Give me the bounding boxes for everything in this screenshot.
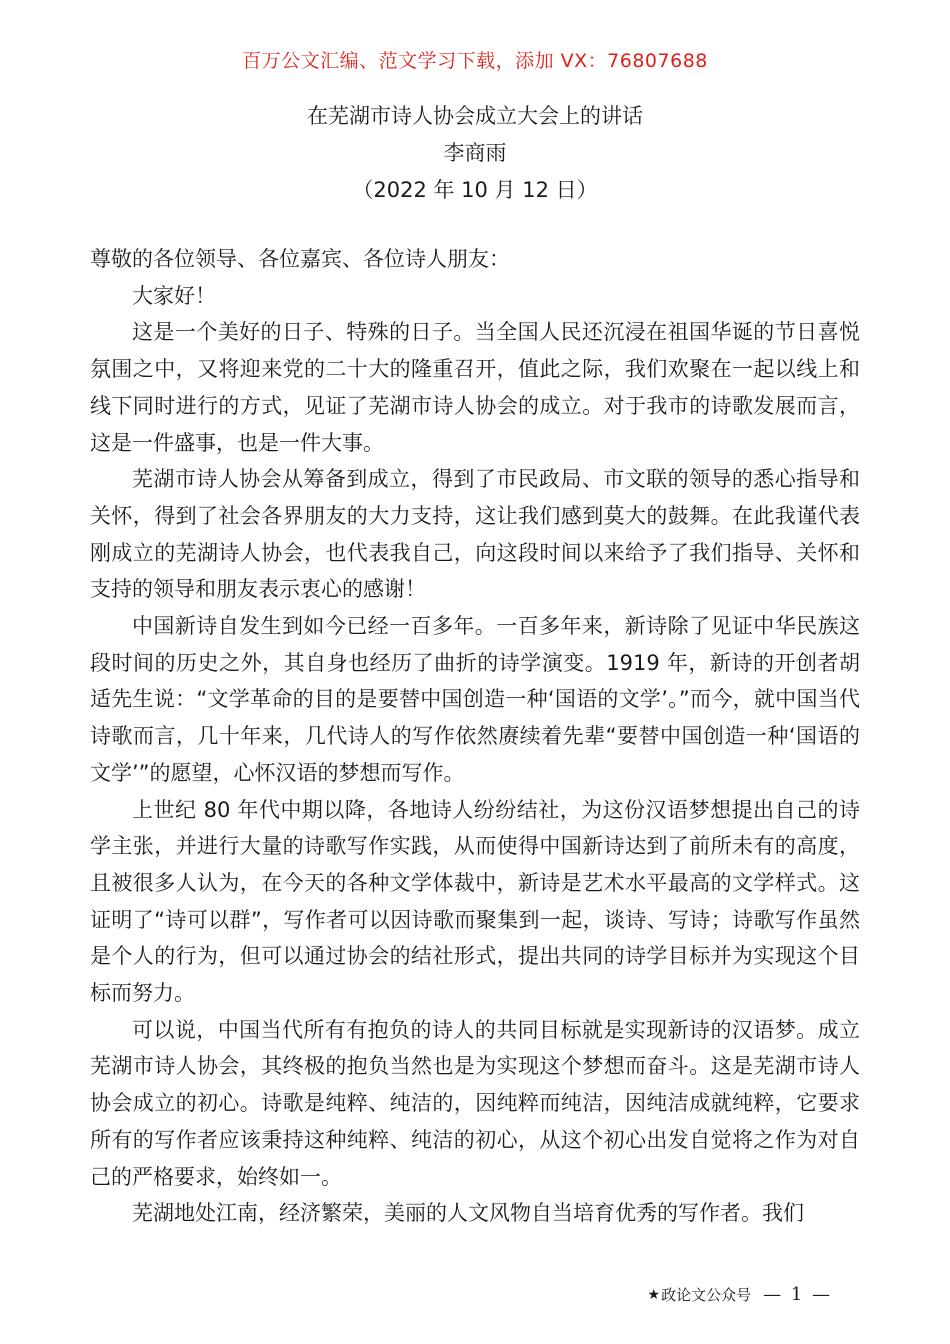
paragraph: 中国新诗自发生到如今已经一百多年。一百多年来，新诗除了见证中华民族这段时间的历史之外，其自身也经历了曲折的诗学演变。1919 年，新诗的开创者胡适先生说：“文学革命的目的是要替中国创造一种‘国语的文学’。”而今，就中国当代诗歌而言，几十年来，几代诗人的写作依然赓续着先辈“要替中国创造一种‘国语的文学’”的愿望，心怀汉语的梦想而写作。 [90, 614, 860, 785]
speech-date: （2022 年 10 月 12 日） [352, 178, 598, 202]
speech-title: 在芜湖市诗人协会成立大会上的讲话 [307, 104, 643, 128]
paragraph: 上世纪 80 年代中期以降，各地诗人纷纷结社，为这份汉语梦想提出自己的诗学主张，并进行大量的诗歌写作实践，从而使得中国新诗达到了前所未有的高度，且被很多人认为，在今天的各种文学体裁中，新诗是艺术水平最高的文学样式。这证明了“诗可以群”，写作者可以因诗歌而聚集到一起，谈诗、写诗；诗歌写作虽然是个人的行为，但可以通过协会的结社形式，提出共同的诗学目标并为实现这个目标而努力。 [90, 797, 860, 1006]
paragraph: 芜湖市诗人协会从筹备到成立，得到了市民政局、市文联的领导的悉心指导和关怀，得到了社会各界朋友的大力支持，这让我们感到莫大的鼓舞。在此我谨代表刚成立的芜湖诗人协会，也代表我自己，向这段时间以来给予了我们指导、关怀和支持的领导和朋友表示衷心的感谢！ [90, 467, 860, 602]
footer-source: 政论文公众号 [661, 1286, 752, 1304]
speech-author: 李商雨 [443, 141, 507, 165]
paragraph: 可以说，中国当代所有有抱负的诗人的共同目标就是实现新诗的汉语梦。成立芜湖市诗人协会，其终极的抱负当然也是为实现这个梦想而奋斗。这是芜湖市诗人协会成立的初心。诗歌是纯粹、纯洁的，因纯粹而纯洁，因纯洁成就纯粹，它要求所有的写作者应该秉持这种纯粹、纯洁的初心，从这个初心出发自觉将之作为对自己的严格要求，始终如一。 [90, 1017, 860, 1189]
salutation: 尊敬的各位领导、各位嘉宾、各位诗人朋友： [90, 247, 510, 271]
speech-body [90, 241, 860, 1232]
page-footer [648, 1284, 832, 1305]
star-icon: ★ [647, 1286, 661, 1303]
promo-banner: 百万公文汇编、范文学习下载，添加 VX：76807688 [242, 50, 708, 72]
paragraph: 这是一个美好的日子、特殊的日子。当全国人民还沉浸在祖国华诞的节日喜悦氛围之中，又将迎来党的二十大的隆重召开，值此之际，我们欢聚在一起以线上和线下同时进行的方式，见证了芜湖市诗人协会的成立。对于我市的诗歌发展而言，这是一件盛事，也是一件大事。 [90, 320, 860, 455]
title-block [0, 98, 950, 209]
paragraph: 大家好！ [132, 283, 216, 308]
paragraph: 芜湖地处江南，经济繁荣，美丽的人文风物自当培育优秀的写作者。我们 [132, 1201, 804, 1226]
page-number: — 1 — [763, 1284, 832, 1305]
